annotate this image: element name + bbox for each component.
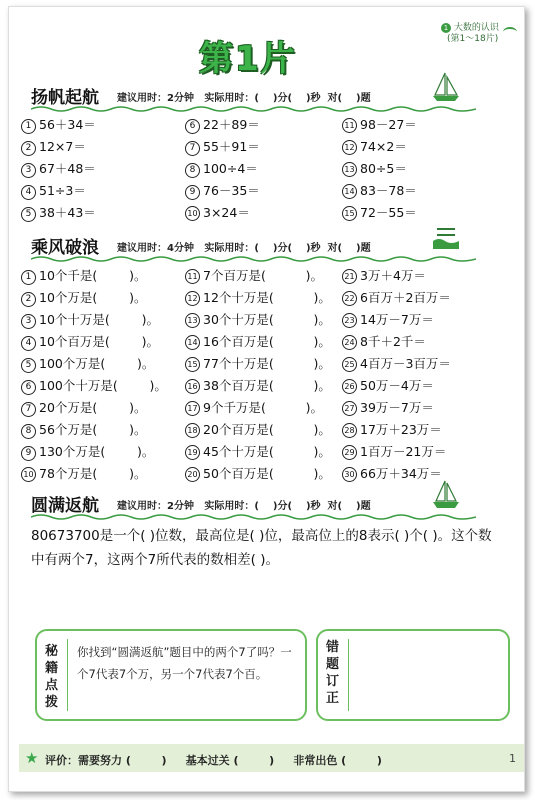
correction-box[interactable]: [316, 629, 510, 721]
question-18: [185, 420, 331, 438]
question-number: 21: [342, 269, 357, 284]
question-text: 1百万－21万＝: [360, 444, 447, 459]
question-14: [342, 181, 417, 199]
question-number: 22: [342, 291, 357, 306]
question-16: [185, 376, 331, 394]
question-27: [342, 398, 434, 416]
question-1: [21, 266, 146, 285]
question-number: 4: [21, 336, 36, 351]
question-text: 100个万是( )。: [39, 356, 155, 371]
tip-box: [35, 629, 307, 721]
question-text: 10个百万是( )。: [39, 334, 159, 349]
question-9: [185, 181, 260, 200]
question-number: 10: [21, 467, 36, 482]
question-number: 15: [185, 357, 200, 372]
question-text: 10个千是( )。: [39, 268, 147, 283]
question-5: [21, 354, 154, 373]
question-text: 20个万是( )。: [39, 400, 147, 415]
question-text: 7个百万是( )。: [203, 268, 323, 283]
section-header-2: [31, 231, 501, 257]
question-6: [185, 115, 260, 134]
question-text: 77个十万是( )。: [203, 356, 331, 371]
question-text: 80÷5＝: [360, 161, 407, 176]
question-2: [21, 137, 86, 156]
wave-ship-icon: [431, 221, 461, 253]
question-text: 8千＋2千＝: [360, 334, 426, 349]
page-number: 1: [509, 752, 516, 765]
question-text: 12×7＝: [39, 139, 86, 154]
question-7: [21, 398, 146, 417]
question-text: 6百万＋2百万＝: [360, 290, 451, 305]
question-number: 13: [342, 162, 357, 177]
question-3: [21, 159, 96, 178]
question-number: 28: [342, 423, 357, 438]
question-number: 1: [21, 119, 36, 134]
question-text: 51÷3＝: [39, 183, 86, 198]
question-7: [185, 137, 260, 156]
question-number: 24: [342, 335, 357, 350]
question-25: [342, 354, 451, 372]
question-number: 7: [185, 141, 200, 156]
question-21: [342, 266, 426, 284]
question-number: 19: [185, 445, 200, 460]
tip-text: 你找到“圆满返航”题目中的两个7了吗？一个7代表7个万，另一个7代表7个百。: [77, 645, 292, 681]
question-text: 50万－4万＝: [360, 378, 434, 393]
question-19: [185, 442, 331, 460]
question-text: 83－78＝: [360, 183, 417, 198]
question-text: 55＋91＝: [203, 139, 260, 154]
question-number: 26: [342, 379, 357, 394]
question-3: [21, 310, 159, 329]
question-number: 13: [185, 313, 200, 328]
question-20: [185, 464, 331, 482]
question-8: [185, 159, 258, 178]
section-timing: 建议用时：2分钟 实际用时：( )分( )秒 对( )题: [117, 93, 371, 104]
divider: [348, 639, 349, 711]
question-9: [21, 442, 154, 461]
question-number: 3: [21, 314, 36, 329]
section-title: 扬帆起航: [31, 88, 99, 108]
question-number: 16: [185, 379, 200, 394]
question-text: 14万－7万＝: [360, 312, 434, 327]
question-number: 29: [342, 445, 357, 460]
question-11: [185, 266, 323, 284]
question-text: 10个万是( )。: [39, 290, 147, 305]
question-24: [342, 332, 426, 350]
question-13: [185, 310, 331, 328]
evaluation-footer: [19, 744, 524, 772]
question-text: 100个十万是( )。: [39, 378, 167, 393]
question-text: 38个百万是( )。: [203, 378, 331, 393]
question-13: [342, 159, 407, 177]
question-number: 1: [21, 270, 36, 285]
question-8: [21, 420, 146, 439]
question-text: 10个十万是( )。: [39, 312, 159, 327]
question-number: 2: [21, 141, 36, 156]
question-28: [342, 420, 442, 438]
question-number: 9: [21, 446, 36, 461]
question-text: 72－55＝: [360, 205, 417, 220]
section-header-1: [31, 81, 501, 107]
question-15: [342, 203, 417, 221]
wave-divider-icon: [31, 255, 476, 263]
question-number: 3: [21, 163, 36, 178]
question-10: [185, 203, 250, 221]
question-number: 12: [342, 140, 357, 155]
question-number: 27: [342, 401, 357, 416]
question-text: 76－35＝: [203, 183, 260, 198]
question-number: 17: [185, 401, 200, 416]
question-12: [342, 137, 407, 155]
question-number: 8: [21, 424, 36, 439]
question-1: [21, 115, 96, 134]
wave-divider-icon: [31, 513, 476, 521]
question-6: [21, 376, 167, 395]
divider: [67, 639, 68, 711]
question-30: [342, 464, 442, 482]
question-number: 7: [21, 402, 36, 417]
question-23: [342, 310, 434, 328]
question-number: 6: [185, 119, 200, 134]
section-timing: 建议用时：4分钟 实际用时：( )分( )秒 对( )题: [117, 243, 371, 254]
question-number: 12: [185, 291, 200, 306]
question-text: 3×24＝: [203, 205, 250, 220]
question-text: 12个十万是( )。: [203, 290, 331, 305]
question-text: 100÷4＝: [203, 161, 258, 176]
question-2: [21, 288, 146, 307]
question-text: 9个千万是( )。: [203, 400, 323, 415]
question-number: 9: [185, 185, 200, 200]
question-text: 38＋43＝: [39, 205, 96, 220]
question-number: 14: [185, 335, 200, 350]
question-text: 130个万是( )。: [39, 444, 155, 459]
question-12: [185, 288, 331, 306]
question-text: 3万＋4万＝: [360, 268, 426, 283]
question-22: [342, 288, 451, 306]
question-4: [21, 181, 86, 200]
question-text: 39万－7万＝: [360, 400, 434, 415]
question-text: 20个百万是( )。: [203, 422, 331, 437]
section-timing: 建议用时：2分钟 实际用时：( )分( )秒 对( )题: [117, 501, 371, 512]
question-number: 11: [185, 269, 200, 284]
question-number: 11: [342, 118, 357, 133]
question-text: 22＋89＝: [203, 117, 260, 132]
sailboat-icon: [431, 479, 461, 511]
question-number: 4: [21, 185, 36, 200]
question-text: 50个百万是( )。: [203, 466, 331, 481]
question-number: 15: [342, 206, 357, 221]
question-15: [185, 354, 331, 372]
question-number: 14: [342, 184, 357, 199]
question-text: 66万＋34万＝: [360, 466, 442, 481]
section-header-3: [31, 489, 501, 515]
question-29: [342, 442, 446, 460]
question-number: 6: [21, 380, 36, 395]
question-11: [342, 115, 417, 133]
question-number: 18: [185, 423, 200, 438]
question-number: 10: [185, 206, 200, 221]
question-text: 74×2＝: [360, 139, 407, 154]
unit-number-badge: 1: [441, 23, 451, 33]
question-number: 23: [342, 313, 357, 328]
question-14: [185, 332, 331, 350]
question-text: 16个百万是( )。: [203, 334, 331, 349]
question-10: [21, 464, 146, 482]
question-text: 30个十万是( )。: [203, 312, 331, 327]
question-number: 2: [21, 292, 36, 307]
question-text: 17万＋23万＝: [360, 422, 442, 437]
question-26: [342, 376, 434, 394]
star-icon: ★: [25, 749, 39, 767]
page-title: 第1片: [199, 39, 297, 79]
unit-range: (第1～18片): [447, 34, 499, 44]
question-text: 56＋34＝: [39, 117, 96, 132]
question-text: 56个万是( )。: [39, 422, 147, 437]
tip-label: 秘籍点拨: [45, 644, 59, 710]
wave-divider-icon: [31, 105, 476, 113]
section-title: 圆满返航: [31, 496, 99, 516]
evaluation-text: 评价：需要努力 ( ) 基本过关 ( ) 非常出色 ( ): [45, 754, 382, 767]
sailboat-icon: [431, 71, 461, 103]
question-text: 4百万－3百万＝: [360, 356, 451, 371]
worksheet-page: [8, 6, 525, 792]
question-number: 8: [185, 163, 200, 178]
question-number: 25: [342, 357, 357, 372]
question-number: 5: [21, 207, 36, 222]
correction-label: 错题订正: [326, 640, 340, 706]
swoosh-decoration-icon: [503, 27, 517, 37]
question-number: 5: [21, 358, 36, 373]
question-text: 98－27＝: [360, 117, 417, 132]
question-text: 78个万是( )。: [39, 466, 147, 481]
unit-tag: [441, 23, 499, 45]
unit-name: 大数的认识: [453, 23, 499, 33]
question-text: 67＋48＝: [39, 161, 96, 176]
question-4: [21, 332, 159, 351]
question-5: [21, 203, 96, 222]
question-17: [185, 398, 323, 416]
section-title: 乘风破浪: [31, 238, 99, 258]
section3-question: 80673700是一个( )位数，最高位是( )位，最高位上的8表示( )个( )。这个数中有两个7，这两个7所代表的数相差( )。: [31, 528, 492, 568]
question-number: 30: [342, 467, 357, 482]
question-number: 20: [185, 467, 200, 482]
question-text: 45个十万是( )。: [203, 444, 331, 459]
